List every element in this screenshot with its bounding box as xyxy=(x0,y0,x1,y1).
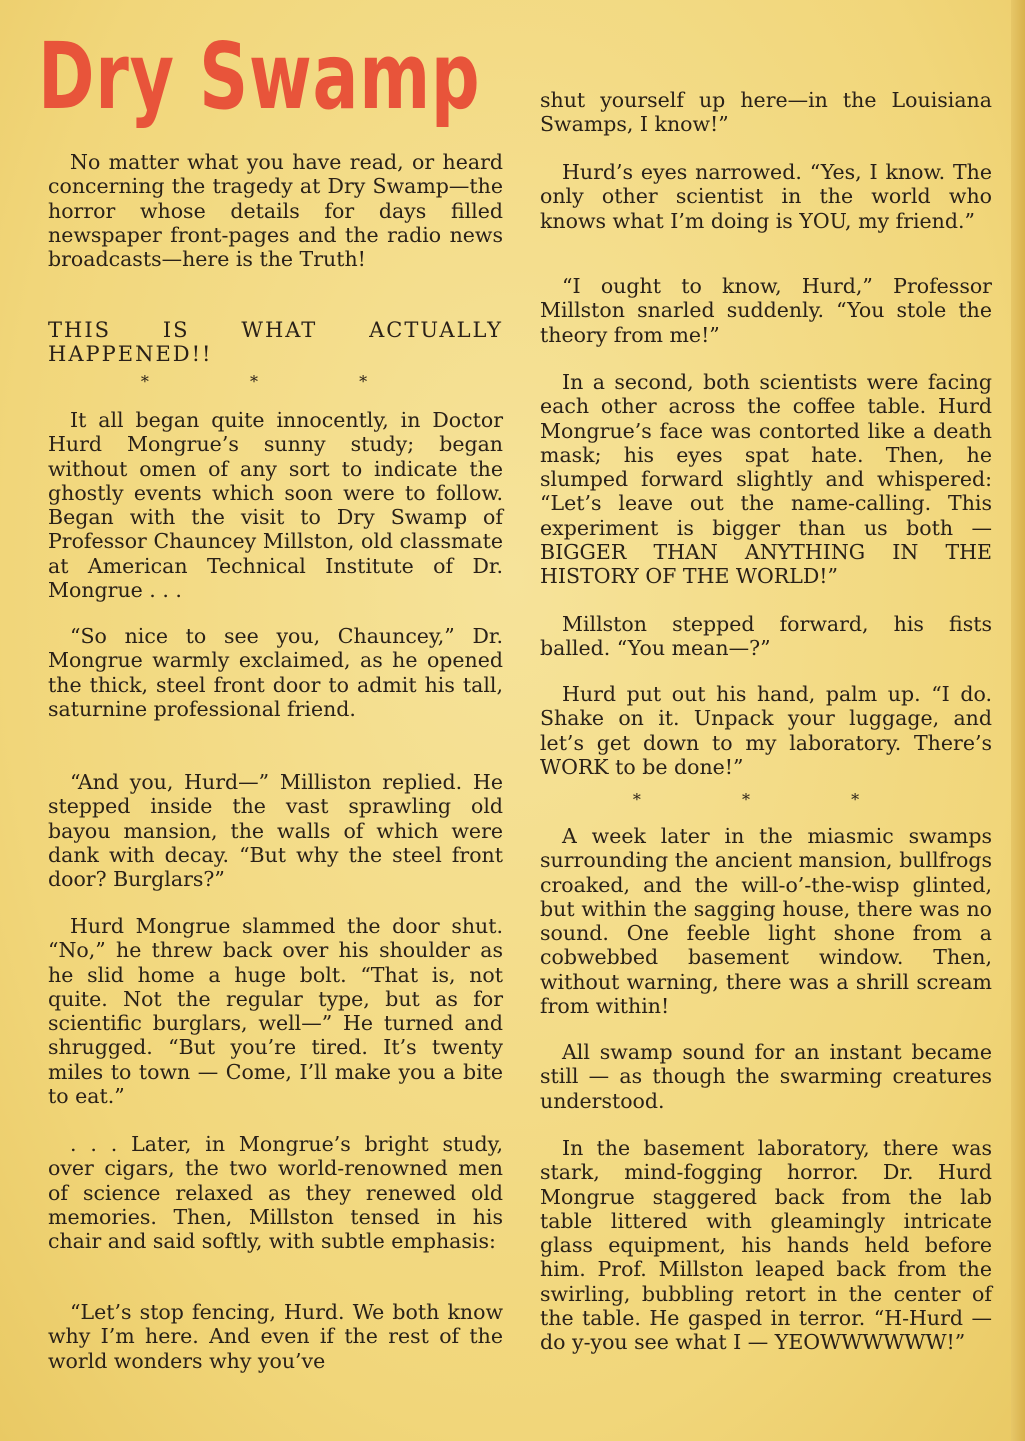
section-heading: THIS IS WHAT ACTUALLY HAPPENED!! xyxy=(48,318,503,366)
paragraph: Hurd’s eyes narrowed. “Yes, I know. The only other scientist in the world who knows what I’m doing is YOU, my friend.” xyxy=(540,160,992,233)
paragraph: Hurd put out his hand, palm up. “I do. Shake on it. Unpack your luggage, and let’s get down to my laboratory. There’s WORK to be done!” xyxy=(540,682,992,779)
paragraph: Millston stepped forward, his fists balled. “You mean—?” xyxy=(540,612,992,661)
paragraph: A week later in the miasmic swamps surrounding the ancient mansion, bullfrogs croaked, and the will-o’-the-wisp glinted, but within the sagging house, there was no sound. One feeble light shone from a cobwebbed basement window. Then, without warning, there was a shrill scream from within! xyxy=(540,824,992,1019)
paragraph: It all began quite innocently, in Doctor Hurd Mongrue’s sunny study; began without omen of any sort to indicate the ghostly events which soon were to follow. Began with the visit to Dry Swamp of Professor Chauncey Millston, old classmate at American Technical Institute of Dr. Mongrue . . . xyxy=(48,408,503,603)
section-separator: * * * xyxy=(140,372,416,391)
section-separator: * * * xyxy=(632,790,908,809)
paragraph: “Let’s stop fencing, Hurd. We both know why I’m here. And even if the rest of the world wonders why you’ve xyxy=(48,1300,503,1373)
paragraph: “And you, Hurd—” Milliston replied. He stepped inside the vast sprawling old bayou mansion, the walls of which were dank with decay. “But why the steel front door? Burglars?” xyxy=(48,770,503,892)
paragraph: “I ought to know, Hurd,” Professor Millston snarled suddenly. “You stole the theory from me!” xyxy=(540,274,992,347)
story-title: Dry Swamp xyxy=(38,23,481,130)
paragraph: In a second, both scientists were facing each other across the coffee table. Hurd Mongrue’s face was contorted like a death mask; his eyes spat hate. Then, he slumped forward slightly and whispered: “Let’s leave out the name-calling. This experiment is bigger than us both — BIGGER THAN ANYTHING IN THE HISTORY OF THE WORLD!” xyxy=(540,370,992,589)
paragraph: . . . Later, in Mongrue’s bright study, over cigars, the two world-renowned men of science relaxed as they renewed old memories. Then, Millston tensed in his chair and said softly, with subtle emphasis: xyxy=(48,1132,503,1254)
page-edge xyxy=(1011,0,1025,1441)
paragraph: Hurd Mongrue slammed the door shut. “No,” he threw back over his shoulder as he slid home a huge bolt. “That is, not quite. Not the regular type, but as for scientific burglars, well—” He turned and shrugged. “But you’re tired. It’s twenty miles to town — Come, I’ll make you a bite to eat.” xyxy=(48,914,503,1109)
paragraph: “So nice to see you, Chauncey,” Dr. Mongrue warmly exclaimed, as he opened the thick, steel front door to admit his tall, saturnine professional friend. xyxy=(48,624,503,721)
paragraph: All swamp sound for an instant became still — as though the swarming creatures understood. xyxy=(540,1040,992,1113)
paragraph: shut yourself up here—in the Louisiana Swamps, I know!” xyxy=(540,88,992,137)
paragraph: No matter what you have read, or heard concerning the tragedy at Dry Swamp—the horror whose details for days filled newspaper front-pages and the radio news broadcasts—here is the Truth! xyxy=(48,150,503,272)
paragraph: In the basement laboratory, there was stark, mind-fogging horror. Dr. Hurd Mongrue staggered back from the lab table littered with gleamingly intricate glass equipment, his hands held before him. Prof. Millston leaped back from the swirling, bubbling retort in the center of the table. He gasped in terror. “H-Hurd — do y-you see what I — YEOWWWWWW!” xyxy=(540,1136,992,1355)
